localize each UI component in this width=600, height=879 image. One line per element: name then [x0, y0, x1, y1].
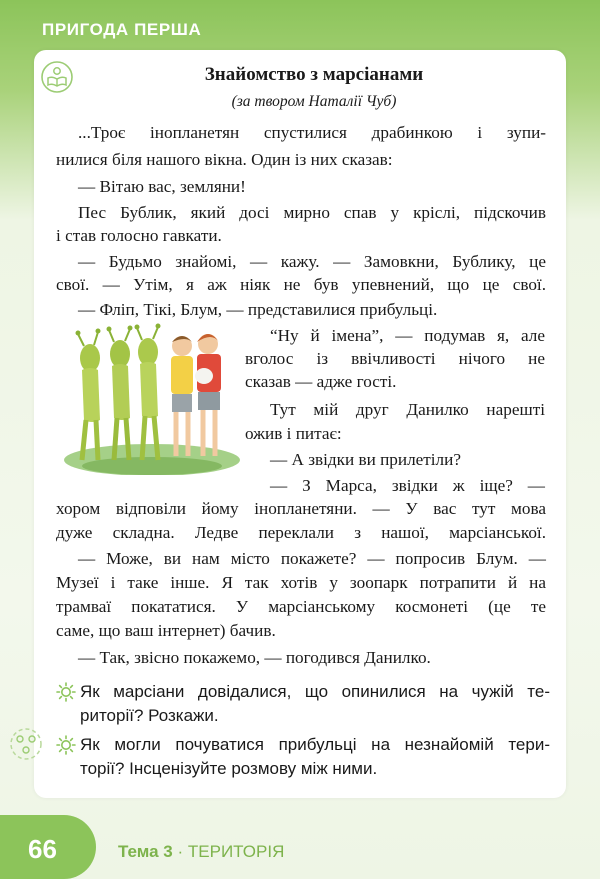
- question-text: Як марсіани довідалися, що опинилися на чужій те-: [80, 682, 550, 701]
- text-line: Тут мій друг Данилко нарешті: [270, 400, 545, 419]
- text-line: свої. — Утім, я аж ніяк не був упевнений, що це свої.: [56, 275, 546, 294]
- question-text: торії? Інсценізуйте розмову між ними.: [80, 759, 378, 778]
- story-source: (за твором Наталії Чуб): [231, 93, 397, 110]
- text-line: хором відповіли йому інопланетяни. — У вас тут мова: [56, 499, 546, 518]
- text-line: — Будьмо знайомі, — кажу. — Замовкни, Бублику, це: [78, 252, 546, 271]
- reading-icon: [40, 60, 74, 94]
- text-line: дуже складна. Ледве переклали з нашої, марсіанської.: [56, 523, 546, 542]
- text-line: — Може, ви нам місто покажете? — попросив Блум. —: [78, 549, 546, 568]
- sun-icon: [56, 735, 76, 755]
- section-title: ПРИГОДА ПЕРША: [42, 20, 202, 39]
- text-line: сказав — адже гості.: [245, 372, 397, 391]
- text-line: ожив і питає:: [245, 424, 342, 443]
- text-line: ...Троє інопланетян спустилися драбинкою і зупи-: [78, 123, 546, 142]
- theme-number: Тема 3: [118, 842, 173, 861]
- text-line: і став голосно гавкати.: [56, 226, 222, 245]
- theme-separator: ·: [177, 842, 184, 861]
- team-icon: [6, 724, 46, 764]
- aliens-illustration: [62, 320, 240, 475]
- text-line: саме, що ваш інтернет) бачив.: [56, 621, 276, 640]
- text-line: вголос із ввічливості нічого не: [245, 349, 545, 368]
- story-title: Знайомство з марсіанами: [204, 64, 424, 85]
- text-line: “Ну й імена”, — подумав я, але: [270, 326, 545, 345]
- question-text: Як могли почуватися прибульці на незнайомій тери-: [80, 735, 550, 754]
- text-line: Музеї і таке інше. Я так хотів у зоопарк потрапити й на: [56, 573, 546, 592]
- question-text: риторії? Розкажи.: [80, 706, 219, 725]
- text-line: нилися біля нашого вікна. Один із них сказав:: [56, 150, 393, 169]
- text-line: — Так, звісно покажемо, — погодився Данилко.: [78, 648, 431, 667]
- sun-icon: [56, 682, 76, 702]
- text-line: — Фліп, Тікі, Блум, — представилися прибульці.: [78, 300, 438, 319]
- text-line: — Вітаю вас, земляни!: [78, 177, 246, 196]
- text-line: — А звідки ви прилетіли?: [270, 450, 461, 469]
- footer-theme: [118, 842, 284, 862]
- text-line: Пес Бублик, який досі мирно спав у кріслі, підскочив: [78, 203, 546, 222]
- text-line: трамваї покататися. У марсіанському космонеті (це те: [56, 597, 546, 616]
- theme-name: ТЕРИТОРІЯ: [187, 842, 285, 861]
- text-line: — З Марса, звідки ж іще? —: [270, 476, 545, 495]
- page-number: 66: [28, 834, 57, 864]
